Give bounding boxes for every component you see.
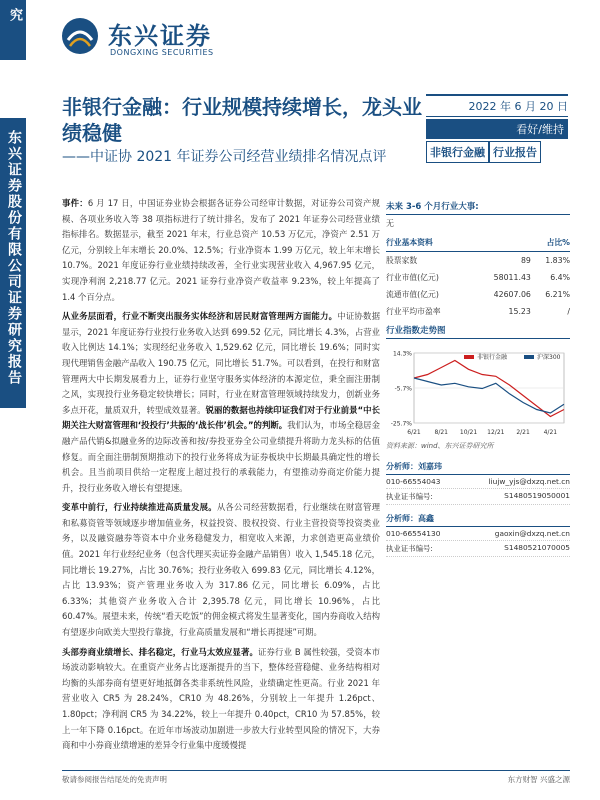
- table-cell-value: 58011.43: [493, 273, 531, 282]
- chart-series-line-0: [414, 361, 564, 417]
- analyst-contact-row: [386, 475, 570, 489]
- index-trend-chart-svg: [386, 345, 570, 437]
- page-footer: [62, 770, 570, 785]
- sidebar-category-tag: [0, 0, 41, 60]
- category-tags: [426, 141, 568, 163]
- table-cell-value: 42607.06: [493, 290, 531, 299]
- rating-badge: 看好/维持: [426, 119, 568, 139]
- table-row: [386, 269, 570, 286]
- chart-x-tick-label: 2/21: [516, 429, 530, 436]
- chart-x-tick-label: 12/21: [487, 429, 505, 436]
- chart-x-tick-label: 10/21: [459, 429, 478, 436]
- analyst-contact-row: [386, 527, 570, 541]
- logo-english-name: DONGXING SECURITIES: [110, 48, 214, 57]
- footer-slogan: 东方财智 兴盛之源: [507, 775, 570, 784]
- table-cell-pct: 6.21%: [545, 290, 570, 299]
- report-date: 2022 年 6 月 20 日: [426, 94, 568, 117]
- analyst-cert-number: S1480521070005: [504, 543, 570, 552]
- analyst-name: 分析师：刘嘉玮: [386, 461, 570, 475]
- analyst-cert-label: 执业证书编号:: [386, 544, 433, 553]
- chart-legend-swatch: [464, 355, 474, 359]
- table-header-cell: [472, 234, 531, 252]
- paragraph-text: 中证协数据显示，2021 年度证券行业投行业务收入达到 699.52 亿元，同比增长 4.3%，占营业收入比例达 14.1%；实现经纪业务收入 1,529.62 亿元，同比增长 19.6%；同时实现代理销售金融产品收入 190.75 亿元，同比增长 51.7%。可以看到，在投行和财富管理两大中长期发展看力上，证券行业坚守服务实体经济的本源定位，秉全面注册制之风，实现投行业务稳定较快增长；同时，行业在财富管理领域持续发力，创新业务多点开花，量质双升，转型成效显著。: [62, 311, 381, 415]
- category-tag-type: 行业报告: [489, 141, 541, 163]
- paragraph-event: [62, 196, 380, 305]
- analyst-cert-row: [386, 541, 570, 557]
- table-row: [386, 303, 570, 320]
- chart-y-tick-label: -5.7%: [394, 385, 412, 393]
- report-subtitle: ——中证协 2021 年证券公司经营业绩排名情况点评: [62, 149, 387, 165]
- analyst-cert-number: S1480519050001: [504, 491, 570, 500]
- table-header-row: [386, 234, 570, 252]
- paragraph-lead: 从业务层面看，行业不断突出服务实体经济和居民财富管理两方面能力。: [62, 311, 338, 322]
- paragraph-text: 从各公司经营数据看，行业继续在财富管理和私募资管等领域逐步增加值业务，权益投资、股权投资、行业主营投资等投资类业务，以及融资融券等资本中介业务稳健发力，相宽收入来源，力求创造更高业绩价值。2021 年行业经纪业务（包含代理买卖证券金融产品销售）收入 1,545.18 亿元，同比增长 19.27%，占比 30.76%；投行业务收入 699.83 亿元，同比增长 4.12%，占比 13.93%；资产管理业务收入为 317.86 亿元，同比增长 6.09%，占比 6.33%；其他资产业务收入合计 2,395.78 亿元，同比增长 10.96%，占比 60.47%。展望未来，传统“看天吃饭”的佣金模式将发生显著变化，国内券商收入结构有望逐步向欧美大型投行靠拢，行业高质量发展和“增长再提速”可期。: [62, 502, 380, 638]
- chart-x-tick-label: 4/21: [543, 429, 558, 436]
- paragraph-text: 证券行业 B 属性较强，受资本市场波动影响较大。在重资产业务占比逐渐提升的当下，整体经营稳健、业务结构相对均衡的头部券商有望更好地抵御各类非系统性风险，业绩确定性更高。行业 2021 年营业收入 CR5 为 28.24%，CR10 为 48.26%，分别较上一年提升 1.26pct、1.80pct；净利润 CR5 为 34.22%，较上一年提升 0.40pct，CR10 为 57.85%，较上一年下降 0.16pct。在近年市场波动加剧进一步放大行业转型风险的情况下，大券商和中小券商业绩增速的差异令行业集中度缓慢提: [62, 646, 380, 751]
- paragraph-lead: 变革中前行，行业持续推进高质量发展。: [62, 502, 217, 513]
- table-cell-label: 行业市值(亿元): [386, 273, 439, 282]
- analyst-phone: 010-66554043: [386, 477, 441, 486]
- analyst-block: [386, 461, 570, 557]
- table-cell-label: 流通市值(亿元): [386, 290, 439, 299]
- analyst-cert-label: 执业证书编号:: [386, 492, 433, 501]
- outlook-heading: 未来 3-6 个月行业大事:: [386, 200, 570, 215]
- table-header-cell: 占比%: [531, 234, 570, 252]
- table-cell-value: 89: [520, 256, 531, 265]
- report-meta-box: [426, 94, 568, 163]
- paragraph-emphasis: 锐丽的数据也持续印证我们对于行业前景“中长期关注大财富管理和‘投投行’共振的‘战长伟’机会。”的判断。: [62, 404, 380, 431]
- analyst-cert-row: [386, 489, 570, 505]
- footer-disclaimer: 敬请参阅报告结尾处的免责声明: [62, 775, 167, 784]
- table-cell-label: 股票家数: [386, 256, 418, 265]
- analyst-email[interactable]: gaoxin@dxzq.net.cn: [494, 529, 570, 538]
- table-cell-pct: /: [567, 307, 570, 316]
- table-row: [386, 252, 570, 270]
- sidebar-category-label: 行业研究: [7, 8, 41, 50]
- chart-y-tick-label: 14.3%: [392, 350, 412, 358]
- chart-legend-label: 沪深300: [537, 354, 561, 361]
- chart-x-tick-label: 8/21: [434, 429, 449, 436]
- company-logo: [60, 12, 230, 72]
- chart-y-tick-label: -25.7%: [390, 420, 412, 428]
- report-title: 非银行金融：行业规模持续增长，龙头业绩稳健: [62, 95, 422, 145]
- right-column: [386, 196, 570, 557]
- paragraph-concentration: [62, 645, 380, 754]
- chart-heading: 行业指数走势图: [386, 324, 570, 339]
- paragraph-text: 6 月 17 日，中国证券业协会根据各证券公司经审计数据，对证券公司资产规模、各项业务收入等 38 项指标进行了统计排名，发布了 2021 年证券公司经营业绩指标排名。数据显示，截至 2021 年末，行业总资产 10.53 万亿元，净资产 2.51 万亿元，分别较上年末增长 20.0%、12.5%；行业净资本 1.99 万亿元，较上年末增长 10.7%。2021 年度证券行业业绩持续改善，全行业实现营业收入 4,967.95 亿元，实现净利润 2,218.77 亿元。2021 证券行业净资产收益率 9.23%，较上年提高了 1.4 个百分点。: [62, 198, 380, 302]
- sidebar-org-banner: [0, 118, 26, 408]
- analyst-name: 分析师：高鑫: [386, 513, 570, 527]
- logo-chinese-name: 东兴证券: [108, 22, 212, 50]
- paragraph-lead: 事件：: [62, 198, 88, 208]
- chart-source: 资料来源：wind、东兴证券研究所: [386, 442, 494, 450]
- industry-basic-table: [386, 234, 570, 320]
- outlook-text: 无: [386, 219, 394, 228]
- chart-legend-swatch: [524, 355, 534, 359]
- paragraph-business: [62, 309, 380, 496]
- chart-series-line-1: [414, 378, 564, 413]
- table-cell-pct: 6.4%: [550, 273, 570, 282]
- chart-x-tick-label: 6/21: [407, 429, 421, 436]
- logo-mark-icon: [60, 16, 100, 56]
- index-trend-chart: [386, 345, 570, 437]
- analyst-email[interactable]: liujw_yjs@dxzq.net.cn: [488, 477, 570, 486]
- category-tag-industry: 非银行金融: [426, 141, 489, 163]
- paragraph-transformation: [62, 500, 380, 640]
- table-cell-pct: 1.83%: [545, 256, 570, 265]
- table-cell-label: 行业平均市盈率: [386, 307, 441, 316]
- paragraph-lead: 头部券商业绩增长、排名稳定，行业马太效应显著。: [62, 646, 258, 657]
- table-header-cell: 行业基本资料: [386, 234, 472, 252]
- table-row: [386, 286, 570, 303]
- report-body: [62, 196, 380, 758]
- table-cell-value: 15.23: [508, 307, 531, 316]
- sidebar-org-label: 东兴证券股份有限公司证券研究报告: [6, 130, 22, 386]
- analyst-phone: 010-66554130: [386, 529, 441, 538]
- paragraph-text: 我们认为，市场全稳居金融产品代销&拟融业务的边际改善和按/券投亚券全公司业绩提升将助力龙头标的估值修复。而全面注册制预期推动下的投行业务将成为证券板块中长期最具确定性的增长机会。且当前项目供给一定程度上超过投行的承载能力，有望推动券商定价能力提升，投行业务收入增长有望提速。: [62, 420, 380, 493]
- chart-legend-label: 非银行金融: [477, 354, 508, 361]
